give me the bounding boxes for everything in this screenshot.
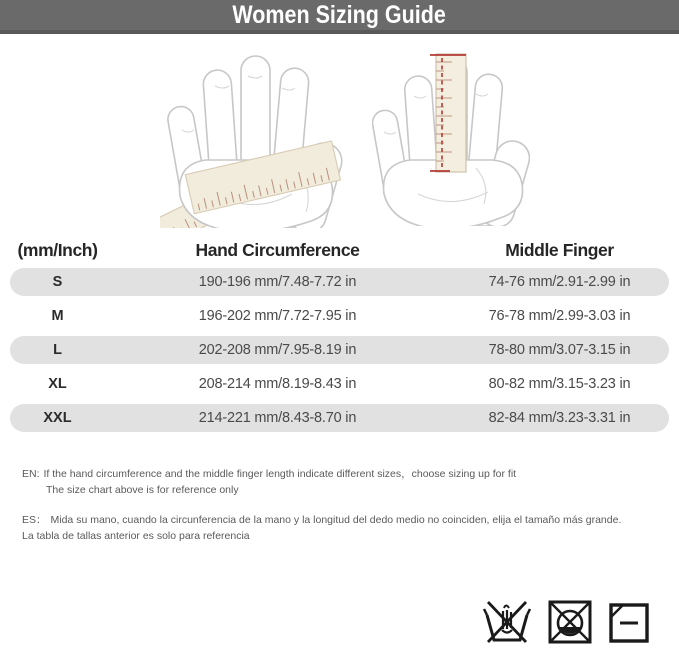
size-label: S bbox=[52, 274, 63, 290]
finger-value: 82-84 mm/3.23-3.31 in bbox=[488, 410, 631, 426]
note-es-label: ES： bbox=[22, 514, 47, 526]
hand-value: 202-208 mm/7.95-8.19 in bbox=[198, 342, 357, 358]
table-row-l bbox=[10, 336, 669, 364]
note-en-line2: The size chart above is for reference only bbox=[46, 484, 239, 496]
note-en-line1: EN: If the hand circumference and the middle finger length indicate different sizes，choose sizing up for fit bbox=[22, 468, 517, 480]
finger-value: 78-80 mm/3.07-3.15 in bbox=[488, 342, 631, 358]
sizing-table bbox=[10, 238, 669, 438]
finger-value: 76-78 mm/2.99-3.03 in bbox=[488, 308, 631, 324]
dry-flat-in-shade-icon bbox=[607, 601, 651, 645]
note-spanish bbox=[22, 512, 652, 544]
finger-value: 74-76 mm/2.91-2.99 in bbox=[488, 274, 631, 290]
hand-circumference-illustration bbox=[160, 46, 350, 228]
column-header-hand: Hand Circumference bbox=[195, 239, 360, 260]
header-bar bbox=[0, 0, 679, 34]
hand-value: 208-214 mm/8.19-8.43 in bbox=[198, 376, 357, 392]
size-label: L bbox=[53, 342, 62, 358]
page-title: Women Sizing Guide bbox=[232, 0, 447, 29]
do-not-tumble-dry-icon bbox=[546, 599, 594, 645]
table-header-row bbox=[10, 238, 669, 262]
middle-finger-illustration bbox=[372, 48, 530, 226]
hand-value: 190-196 mm/7.48-7.72 in bbox=[198, 274, 357, 290]
hand-value: 214-221 mm/8.43-8.70 in bbox=[198, 410, 357, 426]
note-es-line1: ES： Mida su mano, cuando la circunferencia de la mano y la longitud del dedo medio no coinciden, elija el tamaño más grande. bbox=[22, 514, 622, 526]
size-label: M bbox=[51, 308, 64, 324]
column-header-finger: Middle Finger bbox=[505, 239, 614, 260]
table-row-xl bbox=[10, 370, 669, 398]
size-label: XXL bbox=[43, 410, 72, 426]
finger-value: 80-82 mm/3.15-3.23 in bbox=[488, 376, 631, 392]
note-en-label: EN: bbox=[22, 468, 40, 480]
hand-value: 196-202 mm/7.72-7.95 in bbox=[198, 308, 357, 324]
table-row-m bbox=[10, 302, 669, 330]
table-row-s bbox=[10, 268, 669, 296]
column-header-unit: (mm/Inch) bbox=[17, 239, 98, 260]
note-english bbox=[22, 466, 652, 498]
size-label: XL bbox=[48, 376, 67, 392]
measurement-illustrations bbox=[0, 44, 679, 234]
do-not-wash-icon bbox=[481, 599, 533, 645]
care-icons bbox=[481, 599, 651, 645]
note-es-line2: La tabla de tallas anterior es solo para referencia bbox=[22, 530, 250, 542]
table-row-xxl bbox=[10, 404, 669, 432]
